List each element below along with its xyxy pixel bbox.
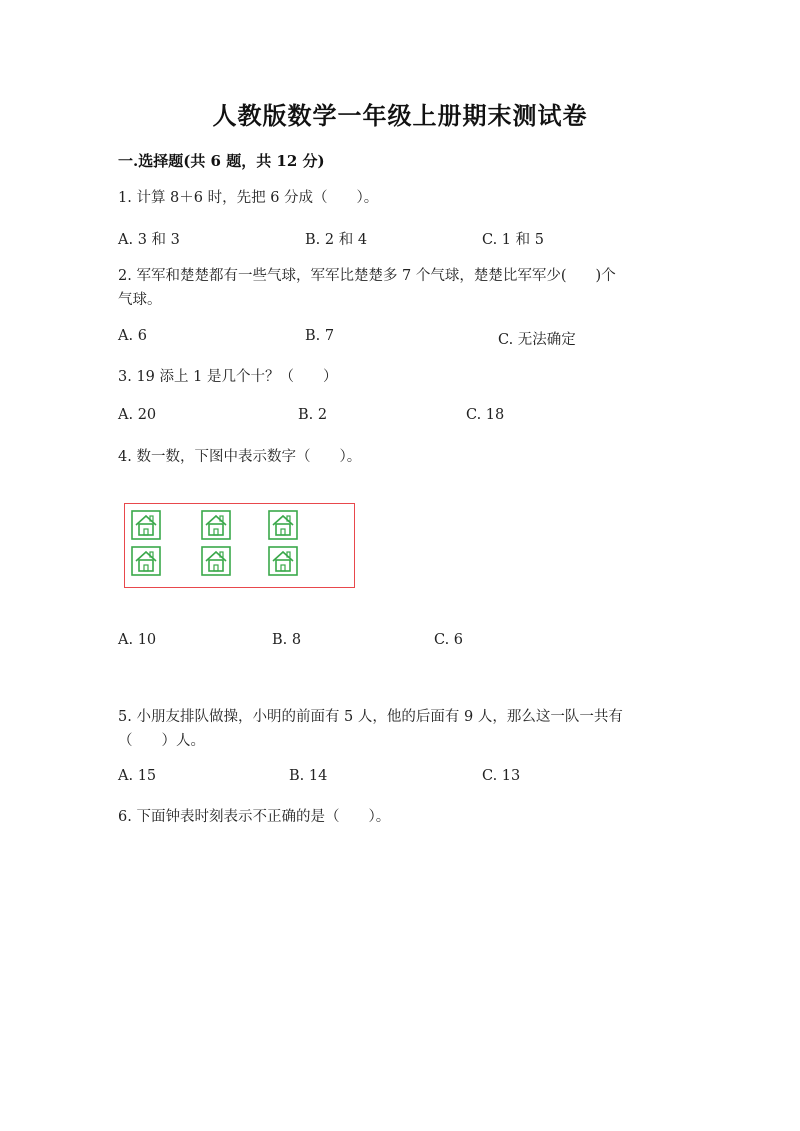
question-1-option-c: C. 1 和 5: [482, 232, 544, 248]
house-icon: [131, 546, 161, 576]
question-5-text-line-1: 5. 小朋友排队做操，小明的前面有 5 人，他的后面有 9 人，那么这一队一共有: [118, 709, 623, 725]
question-4-figure: [124, 503, 355, 588]
section-heading: 一.选择题(共 6 题，共 12 分): [118, 152, 325, 170]
question-1-text: 1. 计算 8＋6 时，先把 6 分成（ ）。: [118, 190, 379, 206]
question-5-option-a: A. 15: [118, 768, 157, 784]
question-5-option-b: B. 14: [289, 768, 328, 784]
question-4-text: 4. 数一数，下图中表示数字（ ）。: [118, 449, 362, 465]
question-4-option-c: C. 6: [434, 632, 464, 648]
question-6-text: 6. 下面钟表时刻表示不正确的是（ ）。: [118, 809, 391, 825]
question-1-option-a: A. 3 和 3: [118, 232, 180, 248]
question-2-text-line-1: 2. 军军和楚楚都有一些气球，军军比楚楚多 7 个气球，楚楚比军军少( )个: [118, 268, 616, 284]
house-icon: [201, 546, 231, 576]
house-icon: [268, 510, 298, 540]
question-2-option-c: C. 无法确定: [498, 332, 576, 348]
question-2-text-line-2: 气球。: [118, 292, 162, 308]
question-3-option-a: A. 20: [118, 407, 157, 423]
house-icon: [268, 546, 298, 576]
question-4-option-b: B. 8: [272, 632, 302, 648]
question-3-option-c: C. 18: [466, 407, 505, 423]
question-5-option-c: C. 13: [482, 768, 521, 784]
question-2-option-a: A. 6: [118, 328, 147, 344]
question-1-option-b: B. 2 和 4: [305, 232, 368, 248]
house-icon: [131, 510, 161, 540]
question-3-option-b: B. 2: [298, 407, 328, 423]
question-2-option-b: B. 7: [305, 328, 335, 344]
house-icon: [201, 510, 231, 540]
question-5-text-line-2: （ ）人。: [118, 733, 205, 749]
question-4-option-a: A. 10: [118, 632, 157, 648]
question-3-text: 3. 19 添上 1 是几个十？（ ）: [118, 369, 338, 385]
page-title: 人教版数学一年级上册期末测试卷: [212, 101, 588, 130]
